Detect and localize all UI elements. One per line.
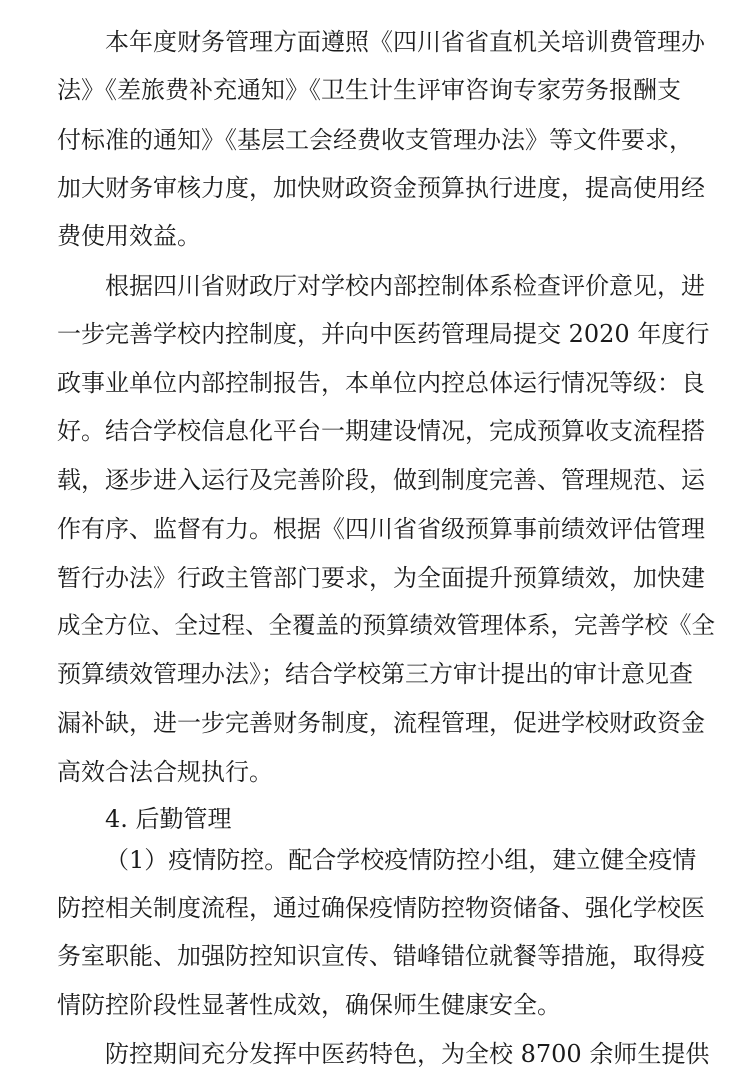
paragraph-1-line-2: 法》《差旅费补充通知》《卫生计生评审咨询专家劳务报酬支 <box>57 76 681 104</box>
paragraph-3-line-2: 防控相关制度流程，通过确保疫情防控物资储备、强化学校医 <box>57 894 705 922</box>
paragraph-2-line-4: 好。结合学校信息化平台一期建设情况，完成预算收支流程搭 <box>57 417 705 445</box>
paragraph-2-line-6: 作有序、监督有力。根据《四川省省级预算事前绩效评估管理 <box>57 515 705 543</box>
paragraph-3-line-4: 情防控阶段性显著性成效，确保师生健康安全。 <box>57 991 561 1019</box>
paragraph-2-line-1: 根据四川省财政厅对学校内部控制体系检查评价意见，进 <box>105 272 705 300</box>
paragraph-2-line-2: 一步完善学校内控制度，并向中医药管理局提交 2020 年度行 <box>57 320 710 348</box>
paragraph-2-line-3: 政事业单位内部控制报告，本单位内控总体运行情况等级：良 <box>57 369 705 397</box>
paragraph-1-line-3: 付标准的通知》《基层工会经费收支管理办法》等文件要求， <box>57 126 693 154</box>
paragraph-2-line-10: 漏补缺，进一步完善财务制度，流程管理，促进学校财政资金 <box>57 709 705 737</box>
paragraph-3-line-3: 务室职能、加强防控知识宣传、错峰错位就餐等措施，取得疫 <box>57 942 705 970</box>
paragraph-2-line-5: 载，逐步进入运行及完善阶段，做到制度完善、管理规范、运 <box>57 466 705 494</box>
paragraph-1-line-5: 费使用效益。 <box>57 222 201 250</box>
section-heading-logistics: 4. 后勤管理 <box>105 805 232 833</box>
paragraph-1-line-4: 加大财务审核力度，加快财政资金预算执行进度，提高使用经 <box>57 174 705 202</box>
paragraph-2-line-8: 成全方位、全过程、全覆盖的预算绩效管理体系，完善学校《全 <box>57 611 715 639</box>
paragraph-4-line-1: 防控期间充分发挥中医药特色，为全校 8700 余师生提供 <box>105 1040 710 1068</box>
paragraph-1-line-1: 本年度财务管理方面遵照《四川省省直机关培训费管理办 <box>105 28 705 56</box>
paragraph-2-line-9: 预算绩效管理办法》；结合学校第三方审计提出的审计意见查 <box>57 660 693 688</box>
paragraph-3-line-1: （1）疫情防控。配合学校疫情防控小组，建立健全疫情 <box>105 846 697 874</box>
paragraph-2-line-7: 暂行办法》行政主管部门要求，为全面提升预算绩效，加快建 <box>57 564 705 592</box>
paragraph-2-line-11: 高效合法合规执行。 <box>57 758 273 786</box>
